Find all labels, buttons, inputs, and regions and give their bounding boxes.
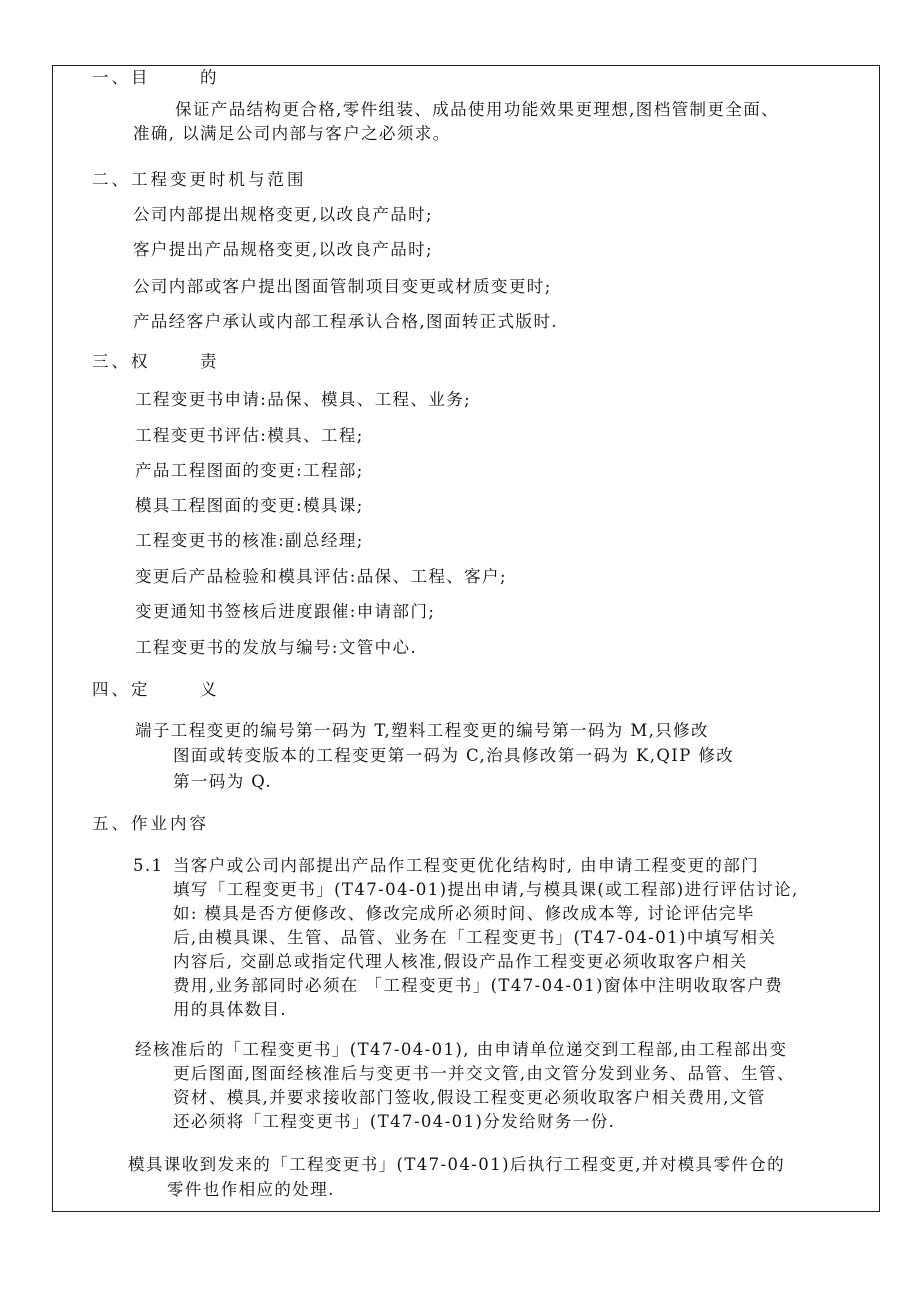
paragraph-line: 模具课收到发来的「工程变更书」(T47-04-01)后执行工程变更,并对模具零件仓的 [128, 1155, 786, 1174]
list-item: 公司内部或客户提出图面管制项目变更或材质变更时; [133, 277, 552, 296]
paragraph-line: 零件也作相应的处理. [167, 1180, 335, 1199]
clause-number: 5.1 [133, 856, 164, 875]
paragraph-line: 经核准后的「工程变更书」(T47-04-01), 由申请单位递交到工程部,由工程部出变 [135, 1040, 788, 1059]
section-heading: 一、目 的 [92, 68, 220, 87]
paragraph-line: 更后图面,图面经核准后与变更书一并交文管,由文管分发到业务、品管、生管、 [173, 1064, 795, 1083]
paragraph-line: 还必须将「工程变更书」(T47-04-01)分发给财务一份. [173, 1112, 616, 1131]
list-item: 模具工程图面的变更:模具课; [135, 496, 364, 515]
list-item: 产品经客户承认或内部工程承认合格,图面转正式版时. [133, 312, 558, 331]
section-heading: 二、工程变更时机与范围 [92, 170, 307, 189]
paragraph-line: 资材、模具,并要求接收部门签收,假设工程变更必须收取客户相关费用,文管 [173, 1088, 766, 1107]
list-item: 工程变更书的核准:副总经理; [135, 531, 364, 550]
list-item: 客户提出产品规格变更,以改良产品时; [133, 240, 434, 259]
paragraph-line: 第一码为 Q. [173, 772, 272, 791]
list-item: 变更通知书签核后进度跟催:申请部门; [135, 602, 436, 621]
paragraph-line: 保证产品结构更合格,零件组装、成品使用功能效果更理想,图档管制更全面、 [175, 100, 779, 119]
paragraph-line: 当客户或公司内部提出产品作工程变更优化结构时, 由申请工程变更的部门 [173, 856, 760, 875]
list-item: 工程变更书申请:品保、模具、工程、业务; [135, 390, 472, 409]
list-item: 产品工程图面的变更:工程部; [135, 461, 364, 480]
paragraph-line: 费用,业务部同时必须在 「工程变更书」(T47-04-01)窗体中注明收取客户费 [173, 976, 784, 995]
paragraph-line: 后,由模具课、生管、品管、业务在「工程变更书」(T47-04-01)中填写相关 [173, 928, 777, 947]
section-heading: 五、作业内容 [92, 814, 209, 833]
paragraph-line: 内容后, 交副总或指定代理人核准,假设产品作工程变更必须收取客户相关 [173, 952, 748, 971]
list-item: 公司内部提出规格变更,以改良产品时; [133, 205, 434, 224]
paragraph-line: 端子工程变更的编号第一码为 T,塑料工程变更的编号第一码为 M,只修改 [135, 721, 709, 740]
section-heading: 四、定 义 [92, 680, 220, 699]
paragraph-line: 图面或转变版本的工程变更第一码为 C,治具修改第一码为 K,QIP 修改 [173, 746, 735, 765]
list-item: 工程变更书评估:模具、工程; [135, 426, 364, 445]
paragraph-line: 如: 模具是否方便修改、修改完成所必须时间、修改成本等, 讨论评估完毕 [173, 904, 755, 923]
paragraph-line: 填写「工程变更书」(T47-04-01)提出申请,与模具课(或工程部)进行评估讨论, [173, 880, 799, 899]
list-item: 变更后产品检验和模具评估:品保、工程、客户; [135, 567, 507, 586]
paragraph-line: 准确, 以满足公司内部与客户之必须求。 [133, 124, 451, 143]
list-item: 工程变更书的发放与编号:文管中心. [135, 638, 418, 657]
paragraph-line: 用的具体数目. [173, 1000, 288, 1019]
section-heading: 三、权 责 [92, 352, 220, 371]
